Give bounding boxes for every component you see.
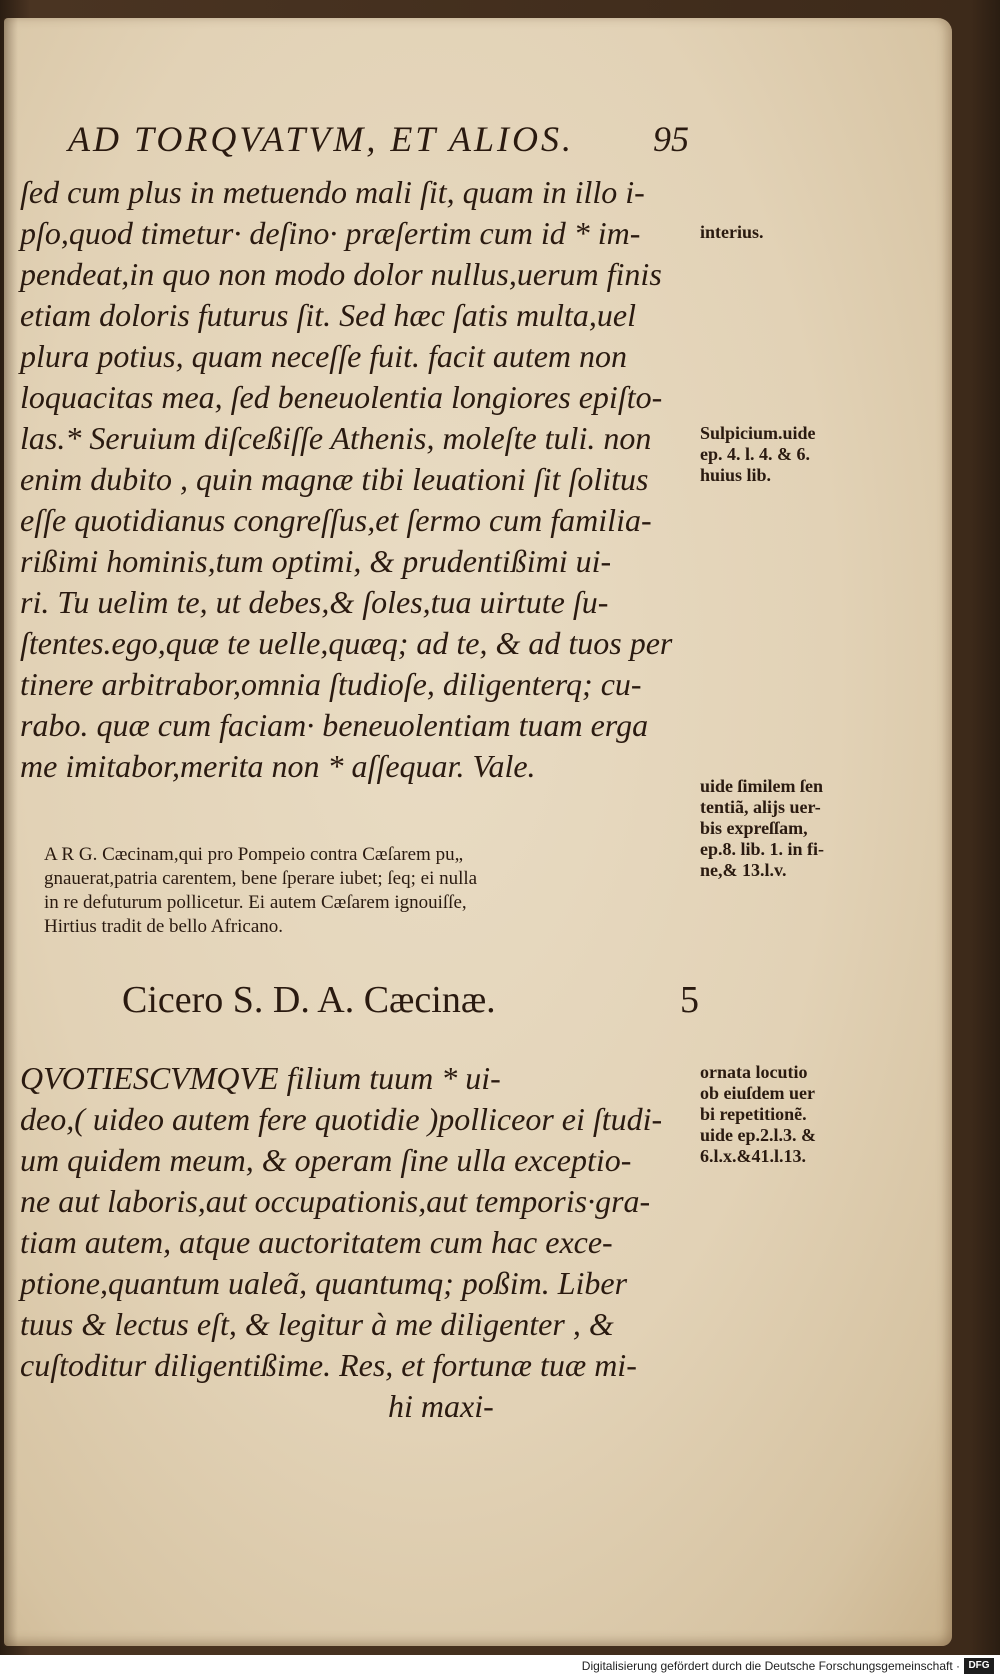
margin-note-sulpicium: Sulpicium.uide ep. 4. l. 4. & 6. huius lib.	[700, 423, 816, 485]
text-line: um quidem meum, & operam ſine ulla exceptio-	[20, 1142, 632, 1178]
page-number: 95	[653, 119, 689, 159]
running-head	[68, 118, 688, 160]
footer-credit: Digitalisierung gefördert durch die Deutsche Forschungsgemeinschaft ·	[581, 1659, 960, 1673]
margin-note-similem: uide ſimilem ſen tentiã, alijs uer- bis expreſſam, ep.8. lib. 1. in fi- ne,& 13.l.v.	[700, 776, 825, 880]
text-line: ri. Tu uelim te, ut debes,& ſoles,tua uirtute ſu-	[20, 584, 609, 620]
running-head-title: AD TORQVATVM, ET ALIOS.	[68, 119, 575, 159]
text-line: loquacitas mea, ſed beneuolentia longiores epiſto-	[20, 379, 663, 415]
text-line: QVOTIESCVMQVE filium tuum * ui-	[20, 1060, 501, 1096]
text-line: pendeat,in quo non modo dolor nullus,uerum finis	[20, 256, 662, 292]
text-line: enim dubito , quin magnæ tibi leuationi ſit ſolitus	[20, 461, 649, 497]
text-line: las.* Seruium diſceßiſſe Athenis, moleſte tuli. non	[20, 420, 652, 456]
text-line: deo,( uideo autem fere quotidie )polliceor ei ſtudi-	[20, 1101, 663, 1137]
letter-heading-text: Cicero S. D. A. Cæcinæ.	[122, 979, 496, 1021]
text-line: hi maxi-	[20, 1388, 494, 1424]
letter-number: 5	[680, 979, 699, 1021]
text-line: tiam autem, atque auctoritatem cum hac exce-	[20, 1224, 613, 1260]
letter-text-continued	[20, 172, 710, 787]
margin-note-interius: interius.	[700, 222, 764, 242]
dfg-logo: DFG	[964, 1658, 994, 1674]
text-line: ne aut laboris,aut occupationis,aut temporis·gra-	[20, 1183, 651, 1219]
letter-text-caecina	[20, 1058, 710, 1427]
text-line: me imitabor,merita non * aſſequar. Vale.	[20, 748, 536, 784]
text-line: pſo,quod timetur· deſino· præſertim cum id * im-	[20, 215, 641, 251]
digitization-footer	[0, 1655, 1000, 1679]
argument-summary: A R G. Cæcinam,qui pro Pompeio contra Cæſarem pu„ gnauerat,patria carentem, bene ſperare iubet; ſeq; ei nulla in re defuturum pollicetur. Ei autem Cæſarem ignouiſſe, Hirtius tradit de bello Africano.	[44, 844, 478, 937]
text-line: ſed cum plus in metuendo mali ſit, quam in illo i-	[20, 174, 645, 210]
text-line: rißimi hominis,tum optimi, & prudentißimi ui-	[20, 543, 612, 579]
text-line: tuus & lectus eſt, & legitur à me diligenter , &	[20, 1306, 614, 1342]
text-line: tinere arbitrabor,omnia ſtudioſe, diligenterq; cu-	[20, 666, 642, 702]
text-line: ptione,quantum ualeã, quantumq; poßim. Liber	[20, 1265, 628, 1301]
text-line: rabo. quæ cum faciam· beneuolentiam tuam erga	[20, 707, 649, 743]
text-line: ſtentes.ego,quæ te uelle,quæq; ad te, & ad tuos per	[20, 625, 673, 661]
text-line: cuſtoditur diligentißime. Res, et fortunæ tuæ mi-	[20, 1347, 637, 1383]
margin-note-ornata: ornata locutio ob eiuſdem uer bi repetitionẽ. uide ep.2.l.3. & 6.l.x.&41.l.13.	[700, 1062, 817, 1166]
letter-heading	[122, 978, 699, 1022]
text-line: eſſe quotidianus congreſſus,et ſermo cum familia-	[20, 502, 652, 538]
text-line: etiam doloris futurus ſit. Sed hæc ſatis multa,uel	[20, 297, 636, 333]
text-line: plura potius, quam neceſſe fuit. facit autem non	[20, 338, 628, 374]
